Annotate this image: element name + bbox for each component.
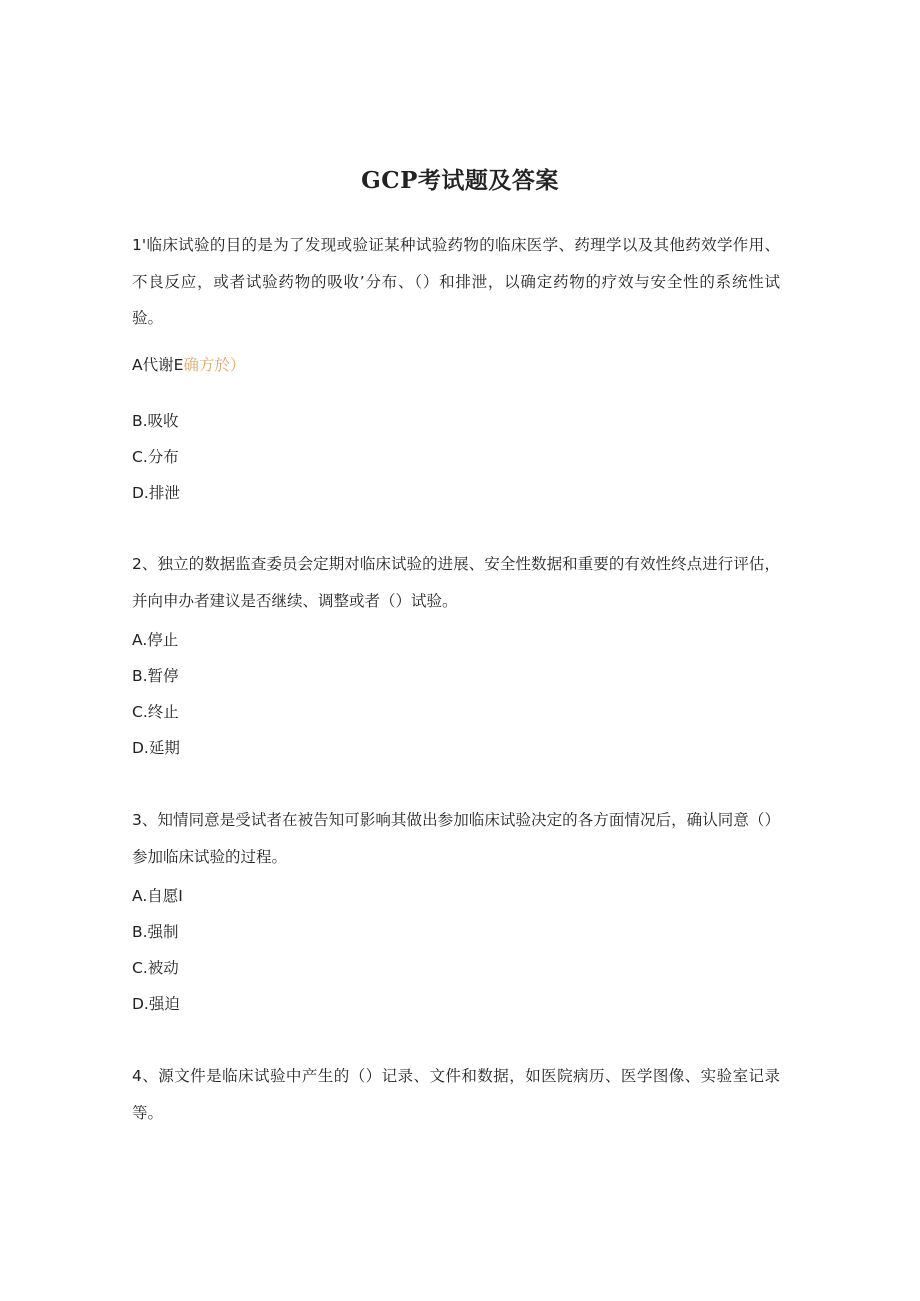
question-3-option-d: D.强迫 xyxy=(132,995,180,1013)
question-1-option-a-text: A代谢E xyxy=(132,356,184,374)
question-2-option-b: B.暂停 xyxy=(132,667,179,685)
question-1-option-c: C.分布 xyxy=(132,448,179,466)
question-1-stem: 1'临床试验的目的是为了发现或验证某种试验药物的临床医学、药理学以及其他药效学作用、不良反应，或者试验药物的吸收’分布、（）和排泄，以确定药物的疗效与安全性的系统性试验。 xyxy=(132,236,780,327)
question-2-option-a: A.停止 xyxy=(132,631,179,649)
question-3-option-c: C.被动 xyxy=(132,959,179,977)
question-1-option-d: D.排泄 xyxy=(132,484,180,502)
question-3-option-a: A.自愿I xyxy=(132,887,183,905)
question-1-option-a-overlay: 确方於） xyxy=(183,356,246,374)
question-3-option-b: B.强制 xyxy=(132,923,179,941)
question-2-option-d: D.延期 xyxy=(132,739,180,757)
question-4-stem: 4、源文件是临床试验中产生的（）记录、文件和数据，如医院病历、医学图像、实验室记录等。 xyxy=(132,1067,780,1122)
question-3-stem: 3、知情同意是受试者在被告知可影响其做出参加临床试验决定的各方面情况后，确认同意（）参加临床试验的过程。 xyxy=(132,811,780,866)
question-2-option-c: C.终止 xyxy=(132,703,179,721)
question-1-option-a xyxy=(132,355,245,375)
page-title: GCP考试题及答案 xyxy=(361,167,559,194)
question-1-option-b: B.吸收 xyxy=(132,412,179,430)
question-2-stem: 2、独立的数据监查委员会定期对临床试验的进展、安全性数据和重要的有效性终点进行评估，并向申办者建议是否继续、调整或者（）试验。 xyxy=(132,555,780,610)
